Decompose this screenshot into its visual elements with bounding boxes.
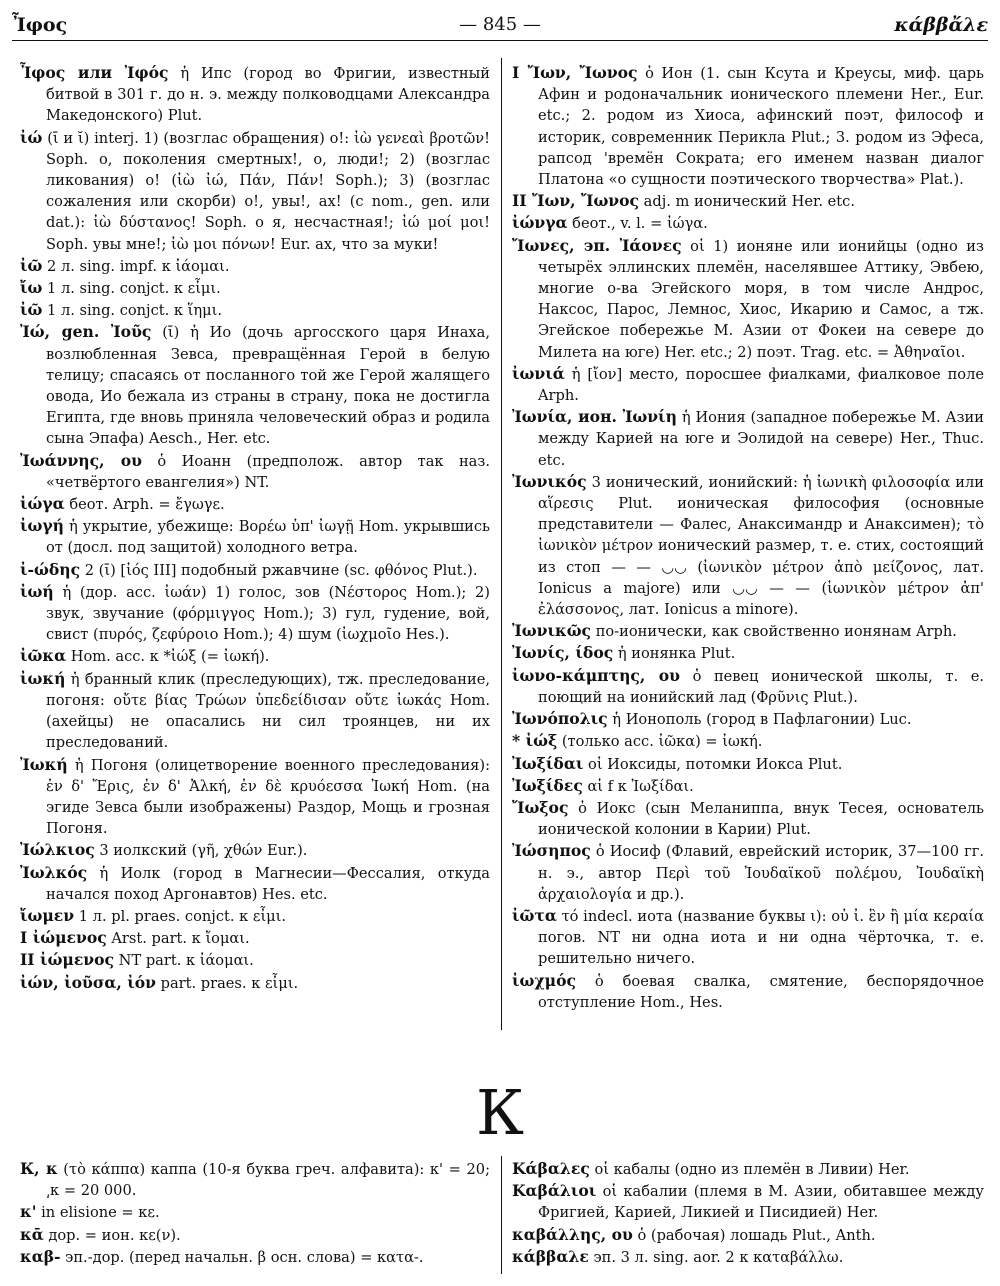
entry-definition: NT part. к ἰάομαι. <box>114 952 254 970</box>
dictionary-entry <box>20 321 490 449</box>
entry-headword: ἰώ <box>20 127 43 147</box>
entry-definition: ἡ укрытие, убежище: Βορέω ὑπ' ἰωγῇ Hom. укрывшись от (досл. под защитой) холодного ветра. <box>46 518 490 557</box>
entry-definition: ὁ певец ионической школы, т. е. поющий на ионийский лад (Φρῦνις Plut.). <box>538 667 984 706</box>
page-number: — 845 — <box>459 14 541 35</box>
dictionary-entry <box>20 299 490 321</box>
dictionary-entry <box>512 708 984 730</box>
dictionary-entry <box>20 839 490 861</box>
dictionary-entry <box>512 840 984 905</box>
entry-headword: καβ- <box>20 1246 61 1266</box>
dictionary-entry <box>512 905 984 970</box>
entry-headword: Ἰώσηπος <box>512 841 591 861</box>
entry-definition: οἱ 1) ионяне или ионийцы (одно из четырёх эллинских племён, населявшее Аттику, Эвбею, многие о-ва Эгейского моря, в том числе Андрос, Наксос, Парос, Лемнос, Хиос, Икарию и Самос, а тж. Эгейское побережье М. Азии от Фокеи на севере до Милета на юге) Her. etc.; 2) поэт. Trag. etc. = Ἀθηναῖοι. <box>538 237 984 361</box>
dictionary-entry <box>20 949 490 971</box>
dictionary-entry <box>512 642 984 664</box>
entry-definition: по-ионически, как свойственно ионянам Arph. <box>591 623 957 641</box>
entry-headword: ἰωνο-κάμπτης, ου <box>512 665 680 685</box>
entry-headword: Κάβαλες <box>512 1159 590 1178</box>
right-column <box>512 62 984 1013</box>
entry-headword: ἰωκή <box>20 668 66 688</box>
entry-headword: II ἰώμενος <box>20 950 115 970</box>
header-right-word: κάββἄλε <box>894 14 988 36</box>
dictionary-entry <box>20 1201 490 1223</box>
entry-headword: Ἰωνικός <box>512 471 587 491</box>
entry-definition: беот. Arph. = ἔγωγε. <box>64 496 225 514</box>
entry-headword: ἰῶτα <box>512 905 557 925</box>
column-divider-k <box>501 1156 502 1274</box>
entry-headword: К, κ <box>20 1159 58 1178</box>
entry-definition: τό indecl. иота (название буквы ι): οὐ ἰ. ἓν ἢ μία κεραία погов. NT ни одна иота и ни одна чёрточка, т. е. решительно ничего. <box>538 907 984 968</box>
entry-definition: ὁ (рабочая) лошадь Plut., Anth. <box>632 1226 876 1244</box>
entry-definition: ἡ бранный клик (преследующих), тж. преследование, погоня: οὔτε βίας Τρώων ὑπεδείδισαν οὔτε ἰωκάς Hom. (ахейцы) не опасались ни сил троянцев, ни их преследований. <box>46 670 490 752</box>
entry-definition: οἱ кабалы (одно из племён в Ливии) Her. <box>589 1161 910 1178</box>
entry-headword: ἰωή <box>20 581 54 601</box>
entry-headword: II Ἴων, Ἴωνος <box>512 191 640 211</box>
dictionary-entry <box>20 515 490 558</box>
entry-headword: ἰώγα <box>20 494 65 514</box>
dictionary-entry <box>512 190 984 212</box>
entry-headword: ἴω <box>20 278 43 298</box>
dictionary-entry <box>512 970 984 1013</box>
entry-definition: ἡ Ионополь (город в Пафлагонии) Luc. <box>607 711 912 729</box>
dictionary-entry <box>20 862 490 905</box>
entry-headword: κ' <box>20 1202 37 1222</box>
entry-definition: ἡ Иония (западное побережье М. Азии между Карией на юге и Эолидой на севере) Her., Thuc. etc. <box>538 409 984 469</box>
dictionary-entry <box>512 62 984 190</box>
dictionary-entry <box>512 797 984 840</box>
entry-headword: Ἰωλκός <box>20 862 88 882</box>
entry-headword: Ἶφος или Ἰφός <box>20 63 169 82</box>
entry-headword: Ἰωκή <box>20 754 68 774</box>
dictionary-entry <box>512 212 984 234</box>
entry-definition: 2 (ῑ) [ἰός III] подобный ржавчине (sc. φθόνος Plut.). <box>80 561 478 579</box>
entry-definition: ὁ Иоанн (предполож. автор так наз. «четвёртого евангелия») NT. <box>46 452 490 491</box>
dictionary-entry <box>512 620 984 642</box>
dictionary-entry <box>20 493 490 515</box>
entry-definition: in elisione = κε. <box>36 1204 160 1222</box>
entry-headword: ἰών, ἰοῦσα, ἰόν <box>20 972 156 992</box>
entry-definition: Arst. part. к ἴομαι. <box>106 930 250 948</box>
dictionary-entry <box>20 668 490 754</box>
entry-headword: Ἰωνίς, ίδος <box>512 643 614 663</box>
dictionary-entry <box>20 127 490 255</box>
dictionary-entry <box>512 1180 984 1223</box>
dictionary-entry <box>20 1158 490 1201</box>
entry-definition: 3 ионический, ионийский: ἡ ἰωνικὴ φιλοσοφία или αἵρεσις Plut. ионическая философия (основные представители — Фалес, Анаксимандр и Анаксимен); τὸ ἰωνικὸν μέτρον ионический размер, т. е. стих, состоящий из стоп — — ◡◡ (ἰωνικὸν μέτρον ἀπὸ μείζονος, лат. Ionicus a majore) или ◡◡ — — (ἰωνικὸν μέτρον ἀπ' ἐλάσσονος, лат. Ionicus a minore). <box>538 473 984 619</box>
dictionary-entry <box>512 363 984 406</box>
dictionary-entry <box>20 277 490 299</box>
entry-definition: ἡ ионянка Plut. <box>613 645 736 663</box>
entry-definition: ἡ (дор. acc. ἰωάν) 1) голос, зов (Νέστορος Hom.); 2) звук, звучание (φόρμιγγος Hom.); 3) гул, гудение, вой, свист (πυρός, ζεφύροιο Hom.); 4) шум (ἰωχμοῖο Hes.). <box>46 583 490 644</box>
entry-definition: ἡ Ипс (город во Фригии, известный битвой в 301 г. до н. э. между полководцами Александра Македонского) Plut. <box>46 65 490 125</box>
entry-definition: дор. = ион. κε(ν). <box>43 1226 181 1244</box>
entry-definition: ὁ Ион (1. сын Ксута и Креусы, миф. царь Афин и родоначальник ионического племени Her., Eur. etc.; 2. родом из Хиоса, афинский поэт, философ и историк, современник Перикла Plut.; 3. родом из Эфеса, рапсод 'времён Сократа; его именем назван диалог Платона «о сущности поэтического творчества» Plat.). <box>538 65 984 189</box>
header-left-word: Ἶφος <box>12 14 68 36</box>
dictionary-entry <box>512 1246 984 1268</box>
entry-definition: ἡ Иолк (город в Магнесии—Фессалия, откуда начался поход Аргонавтов) Hes. etc. <box>46 864 490 903</box>
entry-headword: ἰωγή <box>20 516 65 536</box>
dictionary-entry <box>20 581 490 646</box>
dictionary-entry <box>20 645 490 667</box>
dictionary-entry <box>20 927 490 949</box>
entry-headword: Ἰωνικῶς <box>512 621 592 641</box>
entry-definition: οἱ Иоксиды, потомки Иокса Plut. <box>583 755 843 773</box>
entry-definition: ὁ Иосиф (Флавий, еврейский историк, 37—100 гг. н. э., автор Περὶ τοῦ Ἰουδαϊκοῦ πολέμου, Ἰουδαϊκὴ ἀρχαιολογία и др.). <box>538 843 984 903</box>
entry-headword: καβάλλης, ου <box>512 1224 633 1244</box>
left-column <box>20 62 490 994</box>
entry-definition: эп. 3 л. sing. aor. 2 к καταβάλλω. <box>588 1248 844 1266</box>
dictionary-entry <box>20 972 490 994</box>
entry-definition: οἱ кабалии (племя в М. Азии, обитавшее между Фригией, Карией, Ликией и Писидией) Her. <box>538 1183 984 1222</box>
entry-definition: ἡ Погоня (олицетворение военного преследования): ἐν δ' Ἔρις, ἐν δ' Ἀλκή, ἐν δὲ κρυόεσσα Ἰωκή Hom. (на эгиде Зевса были изображены) Раздор, Мощь и грозная Погоня. <box>46 756 490 838</box>
entry-definition: 1 л. sing. conjct. к εἶμι. <box>42 280 221 298</box>
entry-definition: Hom. acc. к *ἰώξ (= ἰωκή). <box>66 648 270 666</box>
entry-headword: ἰωχμός <box>512 970 576 990</box>
entry-headword: Ἰώλκιος <box>20 840 95 860</box>
dictionary-entry <box>512 1158 984 1180</box>
entry-headword: Ἰωξίδες <box>512 775 583 795</box>
dictionary-entry <box>20 62 490 127</box>
entry-headword: Ἰωξίδαι <box>512 753 584 773</box>
dictionary-entry <box>20 754 490 840</box>
entry-headword: ἰ-ώδης <box>20 559 81 579</box>
entry-definition: ἡ [ἴον] место, поросшее фиалками, фиалковое поле Arph. <box>538 365 984 405</box>
entry-headword: ἰῶ <box>20 300 43 320</box>
entry-definition: беот., v. l. = ἰώγα. <box>567 215 708 233</box>
dictionary-entry <box>512 775 984 797</box>
dictionary-entry <box>20 559 490 581</box>
entry-headword: ἰωνιά <box>512 363 565 383</box>
entry-definition: 3 иолкский (γῆ, χθών Eur.). <box>94 842 308 860</box>
entry-headword: Ἰώ, gen. Ἰοῦς <box>20 322 152 342</box>
dictionary-entry <box>512 1224 984 1246</box>
entry-headword: Ἰωνόπολις <box>512 709 608 729</box>
entry-headword: * ἰώξ <box>512 731 558 751</box>
dictionary-entry <box>512 730 984 752</box>
dictionary-entry <box>20 255 490 277</box>
entry-headword: ἰῶ <box>20 255 43 275</box>
entry-definition: adj. m ионический Her. etc. <box>639 193 855 211</box>
entry-headword: κάββαλε <box>512 1246 589 1266</box>
column-divider <box>501 58 502 1030</box>
dictionary-entry <box>20 1246 490 1268</box>
entry-definition: 1 л. pl. praes. conjct. к εἶμι. <box>74 907 287 925</box>
entry-definition: (τὸ κάππα) каппа (10-я буква греч. алфавита): κ' = 20; ͵κ = 20 000. <box>46 1161 490 1200</box>
entry-headword: ἴωμεν <box>20 905 75 925</box>
dictionary-entry <box>512 753 984 775</box>
dictionary-entry <box>20 905 490 927</box>
entry-definition: ὁ Иокс (сын Меланиппа, внук Тесея, основатель ионической колонии в Карии) Plut. <box>538 799 984 839</box>
entry-headword: Καβάλιοι <box>512 1181 597 1201</box>
entry-headword: I Ἴων, Ἴωνος <box>512 63 638 82</box>
entry-definition: 1 л. sing. conjct. к ἵημι. <box>42 302 222 320</box>
entry-headword: Ἰωάννης, ου <box>20 450 142 470</box>
entry-definition: ὁ боевая свалка, смятение, беспорядочное отступление Hom., Hes. <box>538 972 984 1011</box>
k-left-column <box>20 1158 490 1268</box>
dictionary-entry <box>512 665 984 708</box>
page-header <box>12 10 988 41</box>
k-right-column <box>512 1158 984 1268</box>
entry-definition: αἱ f к Ἰωξίδαι. <box>582 777 694 795</box>
entry-definition: (ῑ и ῐ) interj. 1) (возглас обращения) о!: ἰὼ γενεαὶ βροτῶν! Soph. о, поколения смертных!, о, люди!; 2) (возглас ликования) о! (ἰὼ ἰώ, Πάν, Πάν! Soph.); 3) (возглас сожаления или скорби) о!, увы!, ах! (с nom., gen. или dat.): ἰὼ δύστανος! Soph. о я, несчастная!; ἰώ μοί μοι! Soph. увы мне!; ἰὼ μοι πόνων! Eur. ах, что за муки! <box>42 129 490 253</box>
entry-definition: (ῑ) ἡ Ио (дочь аргосского царя Инаха, возлюбленная Зевса, превращённая Герой в белую телицу; спасаясь от посланного той же Герой жалящего овода, Ио бежала из страны в страну, пока не достигла Египта, где вновь приняла человеческий образ и родила сына Эпафа) Aesch., Her. etc. <box>46 324 491 448</box>
entry-headword: Ἰωνία, ион. Ἰωνίη <box>512 407 677 427</box>
entry-headword: Ἴωνες, эп. Ἰάονες <box>512 235 682 255</box>
dictionary-entry <box>20 450 490 493</box>
dictionary-entry <box>512 235 984 363</box>
entry-headword: ἰώνγα <box>512 213 568 233</box>
entry-definition: (только acc. ἰῶκα) = ἰωκή. <box>557 733 763 751</box>
section-letter: К <box>476 1076 524 1149</box>
dictionary-entry <box>512 406 984 471</box>
entry-headword: ἰῶκα <box>20 646 67 666</box>
entry-headword: Ἴωξος <box>512 797 569 817</box>
dictionary-entry <box>20 1224 490 1246</box>
entry-definition: 2 л. sing. impf. к ἰάομαι. <box>42 257 230 275</box>
entry-headword: I ἰώμενος <box>20 928 107 948</box>
dictionary-entry <box>512 471 984 620</box>
entry-definition: part. praes. к εἶμι. <box>155 974 299 992</box>
entry-definition: эп.-дор. (перед начальн. β осн. слова) = κατα-. <box>60 1248 424 1266</box>
entry-headword: κᾱ <box>20 1224 44 1244</box>
